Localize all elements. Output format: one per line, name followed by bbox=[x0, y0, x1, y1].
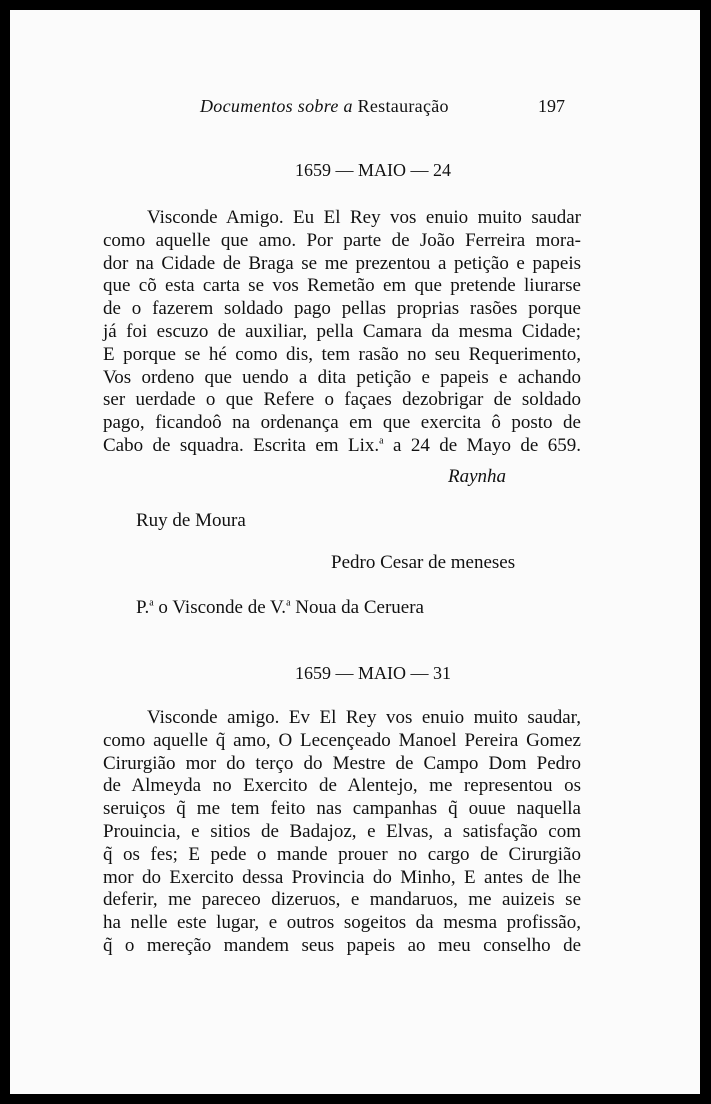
text-line: Vos ordeno que uendo a dita petição e papeis e achando bbox=[103, 366, 581, 388]
text-line: Cirurgião mor do terço do Mestre de Campo Dom Pedro bbox=[103, 752, 581, 774]
text-line: seruiços q̃ me tem feito nas campanhas q̃ ouue naquella bbox=[103, 798, 581, 820]
text-line: pago, ficandoô na ordenança em que exercita ô posto de bbox=[103, 412, 581, 434]
text-line: Visconde Amigo. Eu El Rey vos enuio muito saudar bbox=[147, 207, 581, 228]
running-head bbox=[10, 96, 700, 120]
text-line: de Almeyda no Exercito de Alentejo, me representou os bbox=[103, 775, 581, 797]
running-title-italic: a bbox=[343, 96, 353, 116]
text-line: Prouincia, e sitios de Badajoz, e Elvas, a satisfação com bbox=[103, 820, 581, 842]
superscript: a bbox=[149, 597, 154, 609]
text-line: dor na Cidade de Braga se me prezentou a petição e papeis bbox=[103, 252, 581, 274]
superscript: a bbox=[286, 597, 291, 609]
letter-1-address bbox=[136, 597, 424, 619]
letter-2-date: 1659 — MAIO — 31 bbox=[295, 663, 451, 683]
text-fragment: P. bbox=[136, 597, 150, 618]
letter-1-date: 1659 — MAIO — 24 bbox=[295, 160, 451, 180]
text-fragment: o Visconde de V. bbox=[153, 597, 287, 618]
letter-1-body bbox=[103, 207, 581, 458]
text-line: q̃ o mereção mandem seus papeis ao meu conselho de bbox=[103, 934, 581, 956]
signature-pedro-cesar: Pedro Cesar de meneses bbox=[331, 552, 516, 573]
text-line: mor do Exercito dessa Provincia do Minho, E antes de lhe bbox=[103, 866, 581, 888]
text-line: Visconde amigo. Ev El Rey vos enuio muito saudar, bbox=[147, 707, 581, 728]
signature-queen: Raynha bbox=[448, 466, 507, 487]
text-fragment: a 24 de Mayo de 659. bbox=[383, 434, 581, 456]
text-line: de o fazerem soldado pago pellas proprias rasões porque bbox=[103, 298, 581, 320]
running-title-italic: sobre bbox=[297, 96, 339, 116]
text-line: já foi escuzo de auxiliar, pella Camara da mesma Cidade; bbox=[103, 320, 581, 342]
running-title bbox=[200, 96, 449, 117]
text-line: q̃ os fes; E pede o mande prouer no cargo de Cirurgião bbox=[103, 843, 581, 865]
signature-ruy-de-moura: Ruy de Moura bbox=[136, 510, 246, 531]
text-fragment: Noua da Ceruera bbox=[290, 597, 424, 618]
text-line: deferir, me pareceo dizeruos, e mandaruos, me auizeis se bbox=[103, 889, 581, 911]
page-number: 197 bbox=[538, 96, 565, 116]
text-line: ser uerdade o que Refere o façaes dezobrigar de soldado bbox=[103, 389, 581, 411]
text-line-last bbox=[103, 435, 581, 458]
running-title-roman: Restauração bbox=[357, 96, 449, 116]
superscript: a bbox=[379, 435, 384, 447]
running-title-italic: Documentos bbox=[200, 96, 293, 116]
text-line: como aquelle q̃ amo, O Lecençeado Manoel Pereira Gomez bbox=[103, 729, 581, 751]
text-fragment: Cabo de squadra. Escrita em Lix. bbox=[103, 434, 380, 456]
text-line: ha nelle este lugar, e outros sogeitos da mesma profissão, bbox=[103, 912, 581, 934]
letter-2-body bbox=[103, 707, 581, 958]
text-line: que cõ esta carta se vos Remetão em que pretende liurarse bbox=[103, 275, 581, 297]
text-line: como aquelle que amo. Por parte de João Ferreira mora- bbox=[103, 229, 581, 251]
text-line: E porque se hé como dis, tem rasão no seu Requerimento, bbox=[103, 343, 581, 365]
document-page bbox=[10, 10, 700, 1094]
